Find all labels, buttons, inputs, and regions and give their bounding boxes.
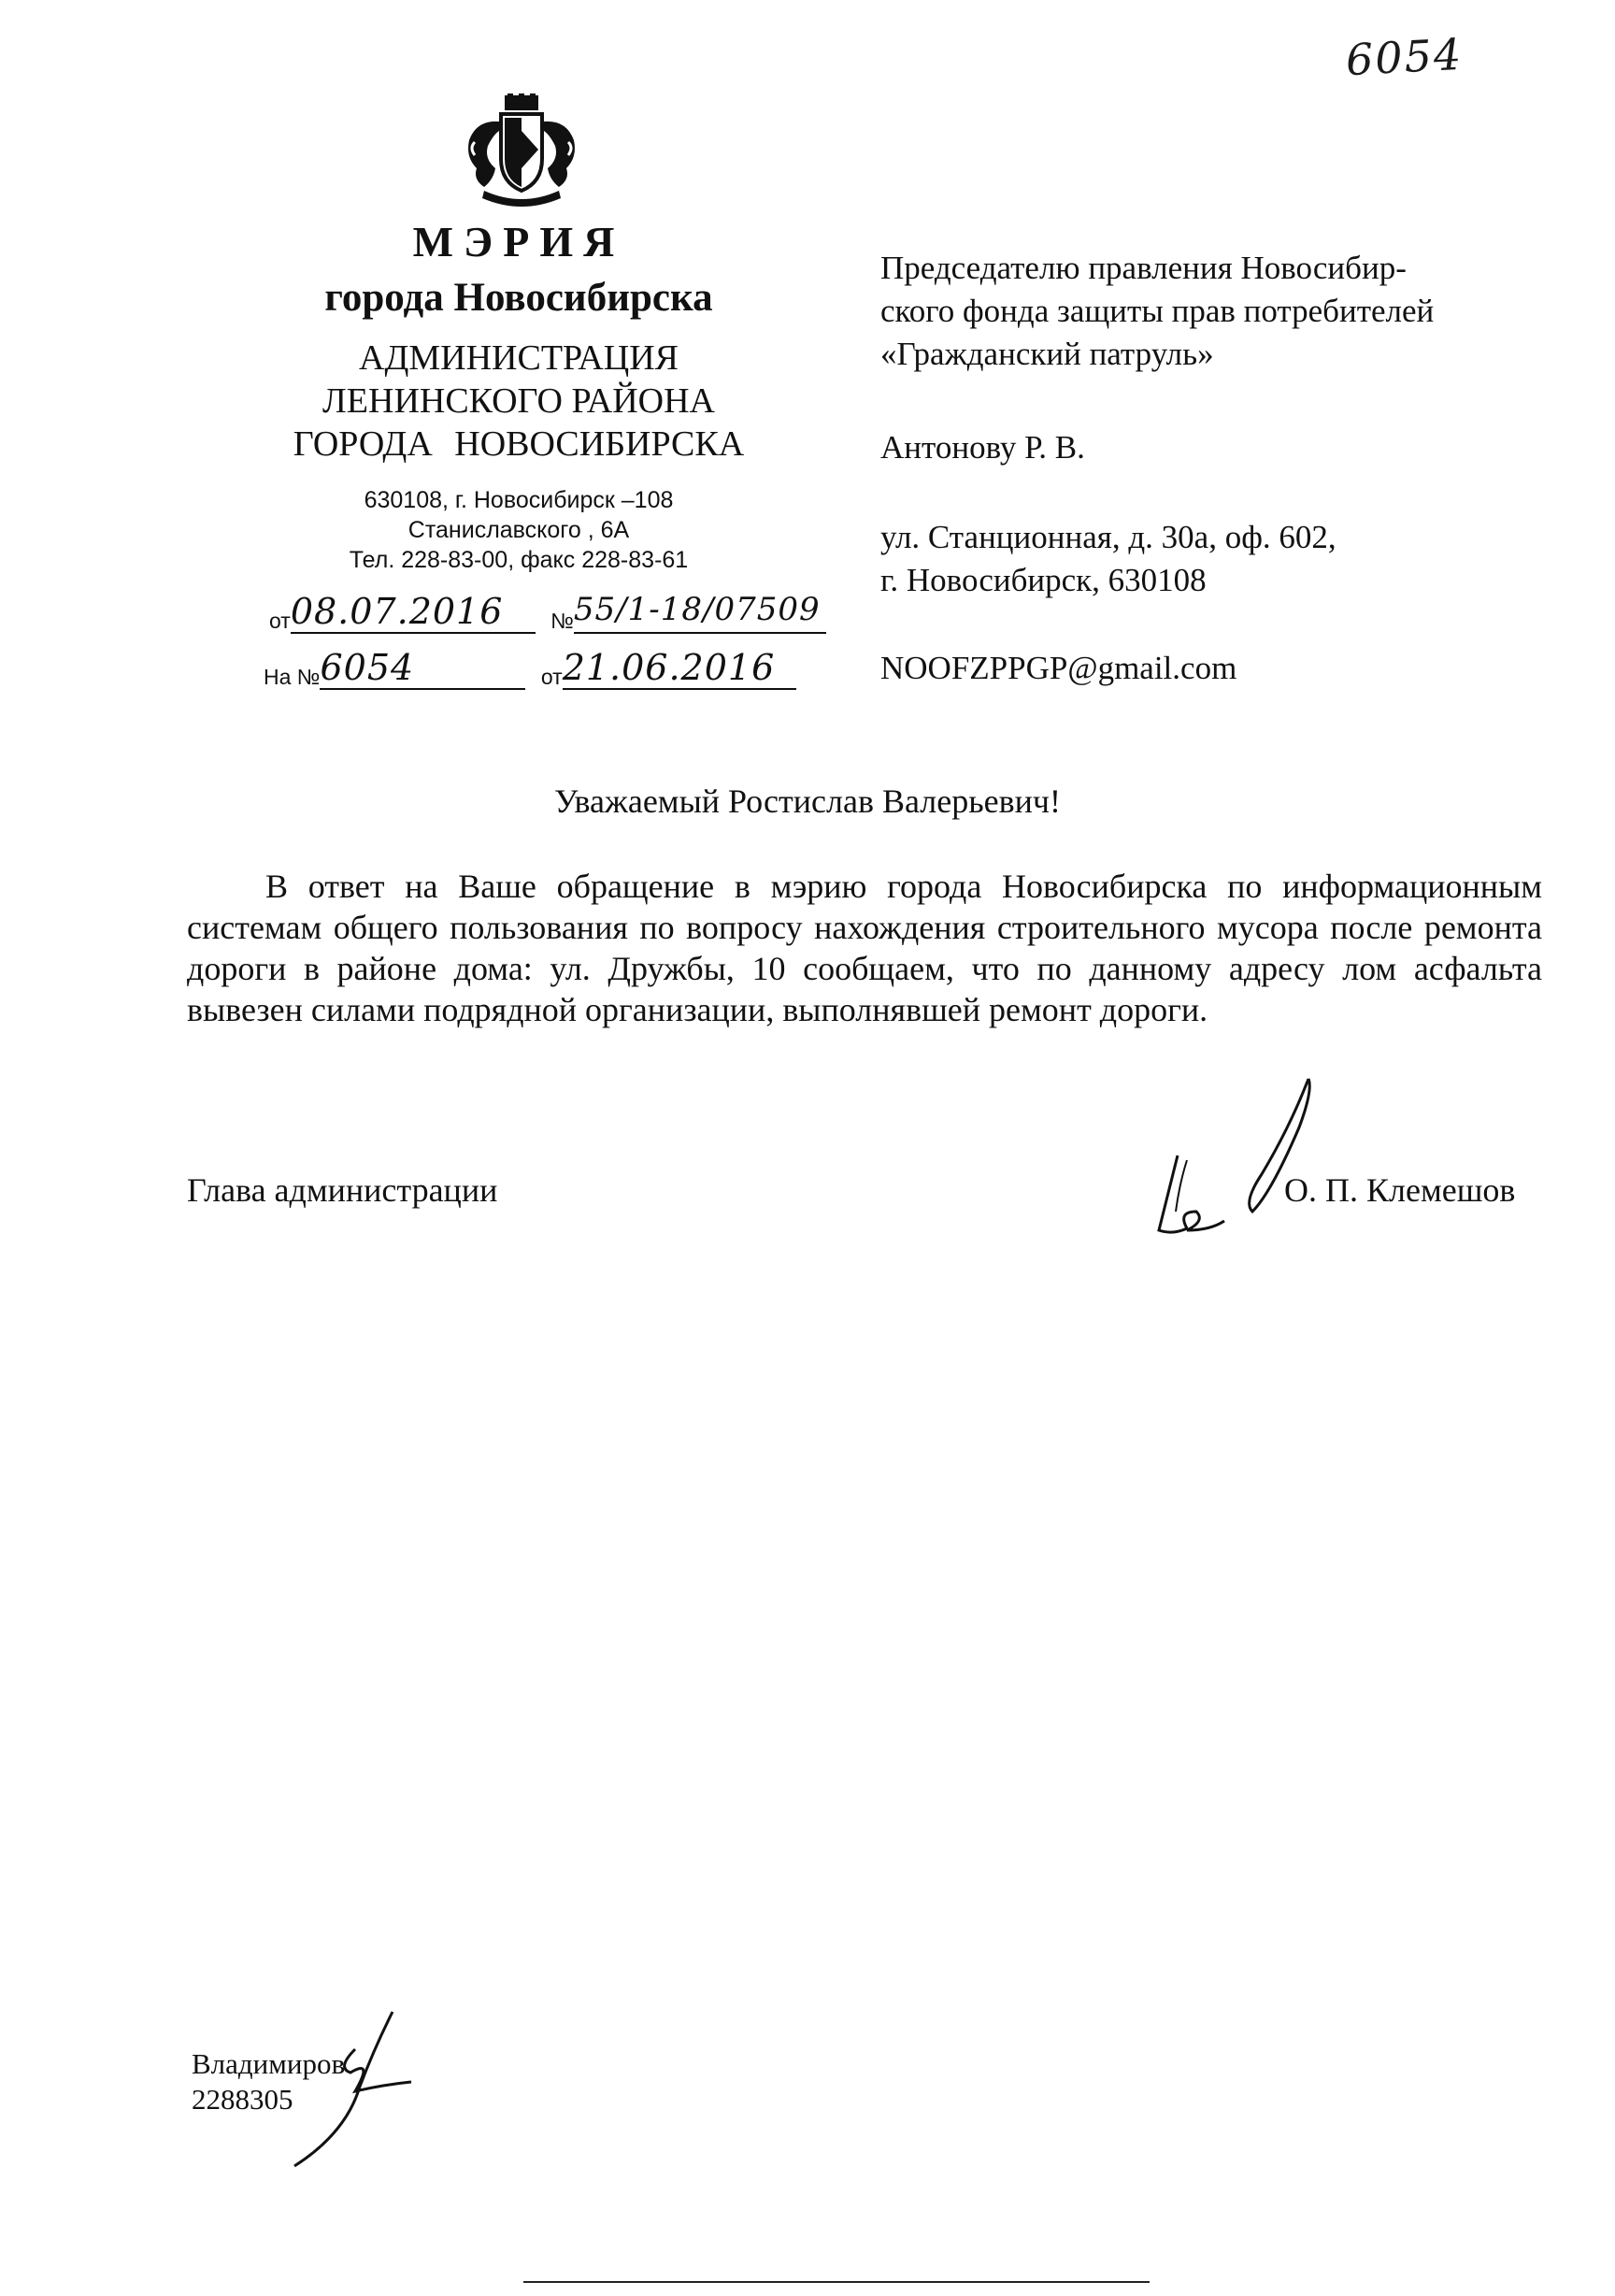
greeting: Уважаемый Ростислав Валерьевич! bbox=[554, 782, 1061, 820]
reg-reply-date: 21.06.2016 bbox=[562, 647, 776, 688]
reg-from-date-field bbox=[290, 591, 536, 634]
incoming-number-handwritten: 6054 bbox=[1344, 28, 1465, 86]
reg-reply-date-field bbox=[562, 647, 796, 690]
reg-reply-label: На № bbox=[264, 665, 321, 689]
header-administration: АДМИНИСТРАЦИЯ bbox=[359, 338, 679, 378]
signatory-title: Глава администрации bbox=[187, 1171, 498, 1209]
reg-number-value: 55/1-18/07509 bbox=[573, 591, 821, 628]
executor-signature-icon bbox=[280, 2002, 430, 2171]
header-city-caps: ГОРОДА НОВОСИБИРСКА bbox=[293, 424, 745, 464]
reg-reply-number-field bbox=[320, 647, 525, 690]
recipient-email: NOOFZPPGP@gmail.com bbox=[880, 650, 1237, 686]
city-coat-of-arms-icon bbox=[456, 93, 587, 210]
recipient-title-line1: Председателю правления Новосибир- bbox=[880, 250, 1407, 286]
executor-phone: 2288305 bbox=[192, 2083, 293, 2116]
letter-body: В ответ на Ваше обращение в мэрию города Новосибирска по информационным системам общего пользования по вопросу нахождения строительного мусора после ремонта дороги в районе дома: ул. Дружбы, 10 сообщаем, что по данному адресу лом асфальта вывезен силами подрядной организации, выполнявшей ремонт дороги. bbox=[187, 868, 1542, 1028]
registration-reply bbox=[264, 647, 796, 690]
reg-number-label: № bbox=[550, 609, 574, 633]
header-address-street: Станиславского , 6А bbox=[407, 517, 630, 543]
reg-from-date: 08.07.2016 bbox=[290, 591, 504, 632]
reg-from-label: от bbox=[269, 609, 291, 633]
header-phone-fax: Тел. 228-83-00, факс 228-83-61 bbox=[349, 547, 689, 573]
signatory-name: О. П. Клемешов bbox=[1284, 1171, 1516, 1209]
header-district: ЛЕНИНСКОГО РАЙОНА bbox=[322, 381, 715, 421]
executor-name: Владимиров bbox=[192, 2047, 346, 2080]
bottom-divider bbox=[523, 2281, 1150, 2287]
registration-outgoing bbox=[269, 591, 826, 634]
recipient-city-address: г. Новосибирск, 630108 bbox=[880, 562, 1207, 598]
reg-number-field bbox=[573, 591, 826, 634]
reg-reply-from-label: от bbox=[540, 665, 563, 689]
recipient-title-line2: ского фонда защиты прав потребителей bbox=[880, 293, 1435, 329]
head-signature-icon bbox=[1122, 1071, 1327, 1249]
recipient-organization: «Гражданский патруль» bbox=[880, 336, 1214, 372]
header-city: города Новосибирска bbox=[324, 276, 713, 320]
recipient-street-address: ул. Станционная, д. 30а, оф. 602, bbox=[880, 519, 1336, 555]
recipient-name: Антонову Р. В. bbox=[880, 429, 1085, 466]
header-address-postal: 630108, г. Новосибирск –108 bbox=[364, 487, 674, 513]
header-meriya: МЭРИЯ bbox=[412, 218, 625, 265]
reg-reply-number: 6054 bbox=[320, 647, 415, 688]
